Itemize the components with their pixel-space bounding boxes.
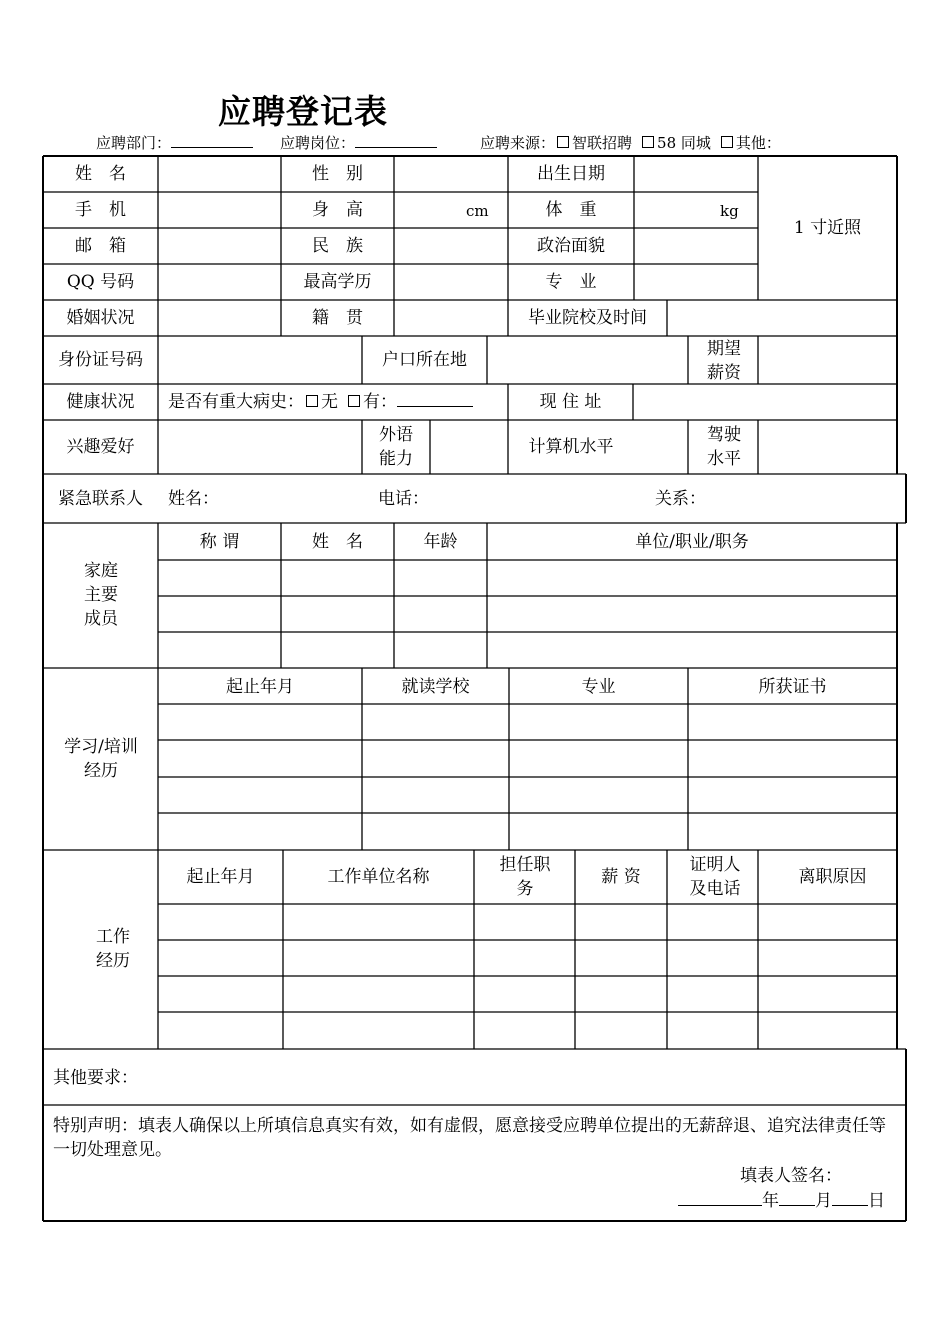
address-label: 现 住 址 bbox=[539, 392, 602, 412]
health-yes-label: 有： bbox=[363, 392, 397, 412]
work-header-salary: 薪 资 bbox=[601, 867, 641, 887]
date-day: 日 bbox=[868, 1191, 885, 1211]
native-label: 籍 贯 bbox=[312, 308, 363, 328]
family-header-employer: 单位/职业/职务 bbox=[635, 532, 749, 552]
family-label: 家庭主要成员 bbox=[84, 561, 118, 629]
source-option-1: 智联招聘 bbox=[572, 134, 633, 152]
study-header-period: 起止年月 bbox=[226, 677, 294, 697]
emergency-phone-label: 电话： bbox=[378, 489, 429, 509]
driving-label: 驾驶水平 bbox=[707, 425, 741, 469]
study-label: 学习/培训经历 bbox=[64, 737, 138, 781]
graduation-label: 毕业院校及时间 bbox=[528, 308, 647, 328]
ethnicity-label: 民 族 bbox=[312, 236, 363, 256]
study-header-school: 就读学校 bbox=[401, 677, 470, 697]
source-option-2: 58 同城 bbox=[657, 134, 711, 152]
email-label: 邮 箱 bbox=[75, 236, 126, 256]
study-header-certificate: 所获证书 bbox=[758, 677, 827, 697]
emergency-relation-label: 关系： bbox=[655, 489, 706, 509]
family-header-name: 姓 名 bbox=[312, 532, 363, 552]
phone-label: 手 机 bbox=[75, 200, 126, 220]
gender-label: 性 别 bbox=[312, 164, 363, 184]
health-no-checkbox[interactable] bbox=[306, 395, 318, 407]
education-label: 最高学历 bbox=[303, 272, 372, 292]
weight-unit: kg bbox=[720, 202, 739, 220]
emergency-name-label: 姓名： bbox=[168, 489, 219, 509]
computer-label: 计算机水平 bbox=[528, 437, 614, 457]
source-label: 应聘来源： bbox=[480, 134, 556, 152]
height-unit: cm bbox=[466, 202, 489, 220]
family-header-relation: 称 谓 bbox=[199, 532, 240, 552]
family-header-age: 年龄 bbox=[423, 532, 458, 552]
name-label: 姓 名 bbox=[75, 164, 126, 184]
health-label: 健康状况 bbox=[66, 392, 135, 412]
department-label: 应聘部门： bbox=[96, 134, 172, 152]
work-header-company: 工作单位名称 bbox=[327, 867, 430, 887]
study-header-major: 专业 bbox=[581, 677, 616, 697]
work-header-period: 起止年月 bbox=[186, 867, 255, 887]
source-option-3: 其他： bbox=[735, 134, 781, 152]
work-label: 工作经历 bbox=[96, 927, 130, 971]
date-line[interactable] bbox=[678, 1189, 885, 1213]
health-yes-blank[interactable] bbox=[397, 392, 473, 407]
qq-label: QQ 号码 bbox=[66, 272, 135, 292]
language-label: 外语能力 bbox=[379, 425, 413, 469]
marital-label: 婚姻状况 bbox=[66, 308, 135, 328]
health-question-text: 是否有重大病史： bbox=[168, 392, 304, 412]
health-question bbox=[168, 390, 473, 414]
date-month: 月 bbox=[815, 1191, 832, 1211]
other-requirements-label: 其他要求： bbox=[53, 1068, 138, 1088]
hobby-label: 兴趣爱好 bbox=[66, 437, 135, 457]
form-title: 应聘登记表 bbox=[218, 92, 388, 131]
work-header-position: 担任职务 bbox=[499, 855, 551, 899]
health-yes-checkbox[interactable] bbox=[348, 395, 360, 407]
weight-label: 体 重 bbox=[545, 200, 597, 220]
birth-label: 出生日期 bbox=[537, 164, 605, 184]
signature-label: 填表人签名： bbox=[740, 1166, 842, 1186]
hukou-label: 户口所在地 bbox=[382, 350, 467, 370]
emergency-label: 紧急联系人 bbox=[58, 489, 143, 509]
work-header-leave-reason: 离职原因 bbox=[798, 867, 867, 887]
major-label: 专 业 bbox=[545, 272, 597, 292]
political-label: 政治面貌 bbox=[537, 236, 605, 256]
id-label: 身份证号码 bbox=[58, 350, 143, 370]
height-label: 身 高 bbox=[312, 200, 363, 220]
date-year: 年 bbox=[762, 1191, 779, 1211]
health-no-label: 无 bbox=[321, 392, 338, 412]
work-header-reference: 证明人及电话 bbox=[689, 855, 741, 899]
photo-placeholder[interactable]: 1 寸近照 bbox=[793, 218, 862, 238]
declaration-text: 特别声明：填表人确保以上所填信息真实有效，如有虚假，愿意接受应聘单位提出的无薪辞退、追究法律责任等一切处理意见。 bbox=[53, 1116, 886, 1160]
salary-label: 期望薪资 bbox=[707, 339, 741, 383]
position-label: 应聘岗位： bbox=[280, 134, 356, 152]
